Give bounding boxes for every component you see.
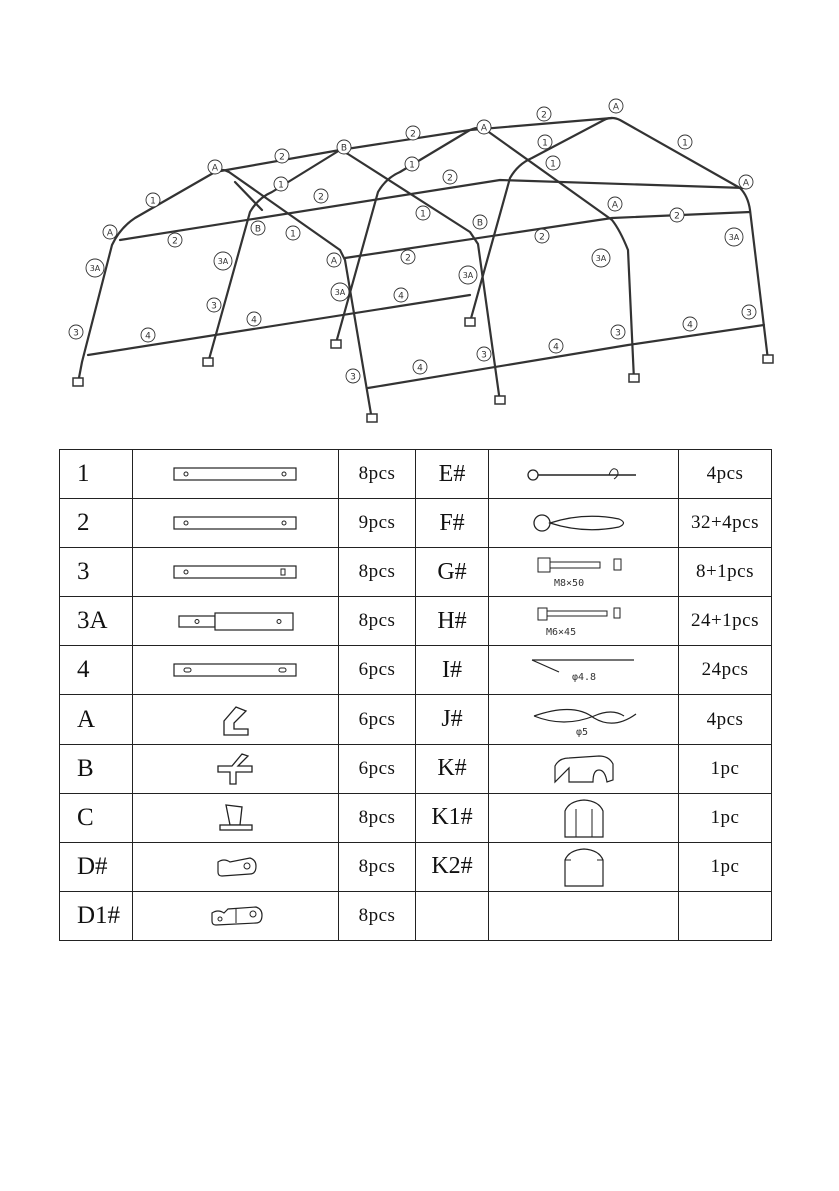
part-label: C [60, 793, 133, 842]
callout-2 [535, 229, 549, 243]
part-label: B [60, 744, 133, 793]
ground-stake-icon [524, 463, 644, 485]
part-label: G# [416, 548, 489, 597]
callout-2 [314, 189, 328, 203]
callout-2 [537, 107, 551, 121]
svg-text:1: 1 [278, 180, 284, 191]
callout-3 [611, 325, 625, 339]
foot-plate-icon [216, 803, 256, 833]
callout-1 [538, 135, 552, 149]
bolt-m8-icon [524, 554, 644, 590]
callout-2 [275, 149, 289, 163]
part-qty: 8pcs [339, 548, 416, 597]
svg-text:2: 2 [318, 192, 324, 203]
callout-3a [86, 259, 104, 277]
parts-list-table [59, 449, 772, 941]
callout-a [608, 197, 622, 211]
part-qty: 8pcs [339, 597, 416, 646]
part-qty: 4pcs [679, 450, 772, 499]
svg-text:3: 3 [746, 308, 752, 319]
part-qty: 1pc [679, 842, 772, 891]
callout-a [103, 225, 117, 239]
tube-1-icon [171, 463, 301, 485]
svg-text:1: 1 [409, 160, 415, 171]
tube-4-icon [171, 659, 301, 681]
part-qty: 8pcs [339, 891, 416, 940]
part-qty: 1pc [679, 744, 772, 793]
part-label: 2 [60, 499, 133, 548]
table-row [60, 499, 772, 548]
table-row [60, 842, 772, 891]
svg-text:4: 4 [398, 291, 404, 302]
tube-2-icon [171, 512, 301, 534]
svg-text:1: 1 [682, 138, 688, 149]
svg-text:3: 3 [615, 328, 621, 339]
part-label: H# [416, 597, 489, 646]
svg-text:1: 1 [550, 159, 556, 170]
svg-text:2: 2 [447, 173, 453, 184]
bungee-ball-icon [524, 510, 644, 536]
table-row [60, 597, 772, 646]
svg-text:3A: 3A [217, 257, 229, 266]
callout-b [337, 140, 351, 154]
svg-text:A: A [480, 123, 488, 134]
svg-text:2: 2 [172, 236, 178, 247]
callout-1 [286, 226, 300, 240]
callout-a [477, 120, 491, 134]
svg-text:A: A [611, 200, 619, 211]
part-label: 3A [60, 597, 133, 646]
bolt-spec: M8×50 [553, 578, 584, 590]
callout-1 [416, 206, 430, 220]
part-qty: 24pcs [679, 646, 772, 695]
callout-a [327, 253, 341, 267]
svg-text:3A: 3A [462, 271, 474, 280]
svg-text:A: A [211, 163, 219, 174]
callout-b [251, 221, 265, 235]
callout-3 [742, 305, 756, 319]
part-qty: 24+1pcs [679, 597, 772, 646]
callout-3 [346, 369, 360, 383]
callout-1 [678, 135, 692, 149]
part-qty: 6pcs [339, 646, 416, 695]
svg-text:3: 3 [211, 301, 217, 312]
callout-3a [725, 228, 743, 246]
part-qty: 6pcs [339, 695, 416, 744]
callout-3a [214, 252, 232, 270]
table-row [60, 744, 772, 793]
callout-1 [274, 177, 288, 191]
table-row [60, 793, 772, 842]
svg-text:3A: 3A [89, 264, 101, 273]
callout-2 [168, 233, 182, 247]
callout-4 [141, 328, 155, 342]
table-row [60, 646, 772, 695]
callout-4 [247, 312, 261, 326]
tube-3a-icon [171, 610, 301, 632]
cable-icon [524, 702, 644, 738]
table-row [60, 891, 772, 940]
part-qty: 4pcs [679, 695, 772, 744]
svg-text:4: 4 [687, 320, 693, 331]
svg-text:2: 2 [541, 110, 547, 121]
svg-text:3A: 3A [595, 254, 607, 263]
svg-text:2: 2 [410, 129, 416, 140]
part-label: 1 [60, 450, 133, 499]
svg-text:2: 2 [279, 152, 285, 163]
rope-icon [524, 652, 644, 688]
part-label: J# [416, 695, 489, 744]
part-label: K# [416, 744, 489, 793]
callout-4 [683, 317, 697, 331]
double-clamp-icon [208, 903, 264, 929]
callout-a [609, 99, 623, 113]
svg-text:3: 3 [481, 350, 487, 361]
table-row [60, 548, 772, 597]
svg-text:B: B [476, 218, 484, 229]
svg-text:4: 4 [553, 342, 559, 353]
svg-text:3A: 3A [334, 288, 346, 297]
cable-spec: φ5 [575, 726, 588, 738]
svg-text:A: A [742, 178, 750, 189]
part-qty: 8pcs [339, 793, 416, 842]
part-label: D1# [60, 891, 133, 940]
svg-text:3: 3 [73, 328, 79, 339]
part-label: E# [416, 450, 489, 499]
svg-text:1: 1 [542, 138, 548, 149]
part-label: 4 [60, 646, 133, 695]
callout-4 [394, 288, 408, 302]
part-qty: 1pc [679, 793, 772, 842]
tube-3-icon [171, 561, 301, 583]
part-label: A [60, 695, 133, 744]
bolt-m6-icon [524, 603, 644, 639]
callout-3 [69, 325, 83, 339]
svg-text:2: 2 [674, 211, 680, 222]
callout-2 [670, 208, 684, 222]
svg-text:2: 2 [539, 232, 545, 243]
empty-cell [416, 891, 489, 940]
callout-1 [405, 157, 419, 171]
callout-2 [443, 170, 457, 184]
part-qty: 9pcs [339, 499, 416, 548]
svg-text:A: A [330, 256, 338, 267]
svg-text:A: A [612, 102, 620, 113]
svg-text:1: 1 [420, 209, 426, 220]
callout-3a [331, 283, 349, 301]
callout-a [739, 175, 753, 189]
svg-text:1: 1 [150, 196, 156, 207]
svg-text:1: 1 [290, 229, 296, 240]
part-label: K1# [416, 793, 489, 842]
svg-text:3: 3 [350, 372, 356, 383]
callout-2 [406, 126, 420, 140]
clamp-icon [214, 854, 258, 880]
svg-text:B: B [340, 143, 348, 154]
svg-text:4: 4 [417, 363, 423, 374]
callout-4 [413, 360, 427, 374]
callout-a [208, 160, 222, 174]
end-panel-icon [561, 797, 607, 839]
table-row [60, 695, 772, 744]
callout-3 [207, 298, 221, 312]
rope-spec: φ4.8 [571, 672, 596, 684]
frame-assembly-diagram [60, 95, 780, 425]
callout-4 [549, 339, 563, 353]
svg-text:B: B [254, 224, 262, 235]
connector-a-icon [216, 703, 256, 737]
svg-text:4: 4 [145, 331, 151, 342]
svg-text:4: 4 [251, 315, 257, 326]
callout-3a [459, 266, 477, 284]
empty-cell [489, 891, 679, 940]
table-row [60, 450, 772, 499]
svg-text:3A: 3A [728, 233, 740, 242]
part-label: D# [60, 842, 133, 891]
part-label: F# [416, 499, 489, 548]
empty-cell [679, 891, 772, 940]
part-qty: 8+1pcs [679, 548, 772, 597]
connector-b-icon [214, 752, 258, 786]
callout-b [473, 215, 487, 229]
part-label: 3 [60, 548, 133, 597]
callout-3a [592, 249, 610, 267]
end-panel-2-icon [561, 846, 607, 888]
callout-2 [401, 250, 415, 264]
part-qty: 8pcs [339, 842, 416, 891]
svg-text:A: A [106, 228, 114, 239]
canopy-cover-icon [549, 752, 619, 786]
callout-1 [546, 156, 560, 170]
part-label: I# [416, 646, 489, 695]
callout-1 [146, 193, 160, 207]
part-qty: 32+4pcs [679, 499, 772, 548]
svg-text:2: 2 [405, 253, 411, 264]
bolt-spec: M6×45 [545, 627, 576, 639]
part-label: K2# [416, 842, 489, 891]
part-qty: 8pcs [339, 450, 416, 499]
callout-3 [477, 347, 491, 361]
part-qty: 6pcs [339, 744, 416, 793]
